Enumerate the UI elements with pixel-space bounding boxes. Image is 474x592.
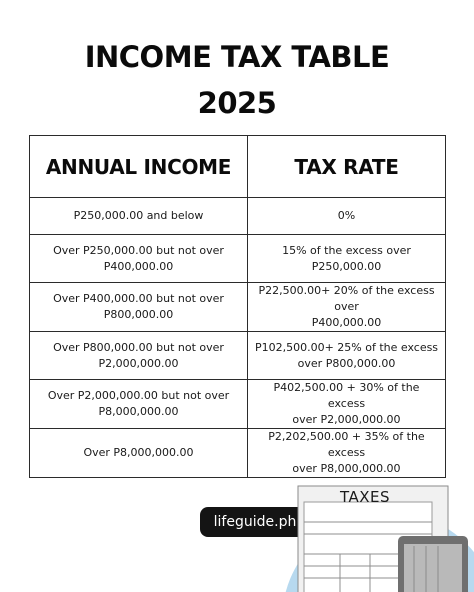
income-cell — [30, 283, 248, 332]
income-cell — [30, 235, 248, 283]
cell-text: P250,000.00 and below — [73, 209, 204, 222]
calculator-screen — [404, 544, 462, 592]
cell-text: Over P250,000.00 but not over — [53, 243, 224, 257]
rate-cell — [248, 332, 446, 380]
cell-text: Over P400,000.00 but not over — [53, 292, 224, 305]
rate-cell — [248, 283, 446, 332]
income-cell — [30, 429, 248, 478]
income-cell — [30, 332, 248, 380]
cell-text: over P2,000,000.00 — [292, 413, 401, 426]
cell-text: P2,000,000.00 — [98, 356, 179, 370]
cell-text: P400,000.00 — [103, 259, 174, 273]
cell-text: over P8,000,000.00 — [292, 462, 401, 475]
cell-text: 15% of the excess over P250,000.00 — [282, 243, 411, 273]
cell-text: over P800,000.00 — [297, 356, 396, 370]
header-tax-rate: TAX RATE — [248, 136, 446, 198]
income-cell — [30, 380, 248, 429]
cell-text: P102,500.00+ 25% of the excess — [254, 340, 439, 354]
rate-cell — [248, 380, 446, 429]
table-row — [30, 198, 446, 235]
cell-text: Over P800,000.00 but not over — [53, 340, 224, 354]
rate-cell — [248, 235, 446, 283]
table-row — [30, 235, 446, 283]
cell-text: Over P2,000,000.00 but not over — [47, 389, 230, 402]
rate-cell — [248, 198, 446, 235]
cell-text: P800,000.00 — [103, 308, 174, 321]
cell-text: P402,500.00 + 30% of the excess — [273, 381, 420, 410]
table-row — [30, 332, 446, 380]
page-subtitle-year: 2025 — [197, 86, 277, 120]
table-header-row — [30, 136, 446, 198]
cell-text: 0% — [337, 209, 356, 222]
cell-text: P400,000.00 — [311, 316, 382, 329]
taxes-label: TAXES — [340, 488, 391, 506]
income-cell — [30, 198, 248, 235]
lifeguide-badge[interactable]: lifeguide.ph — [200, 507, 310, 537]
cell-text: P2,202,500.00 + 35% of the excess — [268, 430, 425, 459]
cell-text: Over P8,000,000.00 — [83, 446, 194, 459]
income-tax-table — [29, 135, 446, 478]
table-row — [30, 380, 446, 429]
table-row — [30, 283, 446, 332]
cell-text: P22,500.00+ 20% of the excess over — [258, 284, 435, 313]
page-title: INCOME TAX TABLE — [84, 40, 390, 74]
cell-text: P8,000,000.00 — [98, 405, 179, 418]
header-annual-income: ANNUAL INCOME — [30, 136, 248, 198]
